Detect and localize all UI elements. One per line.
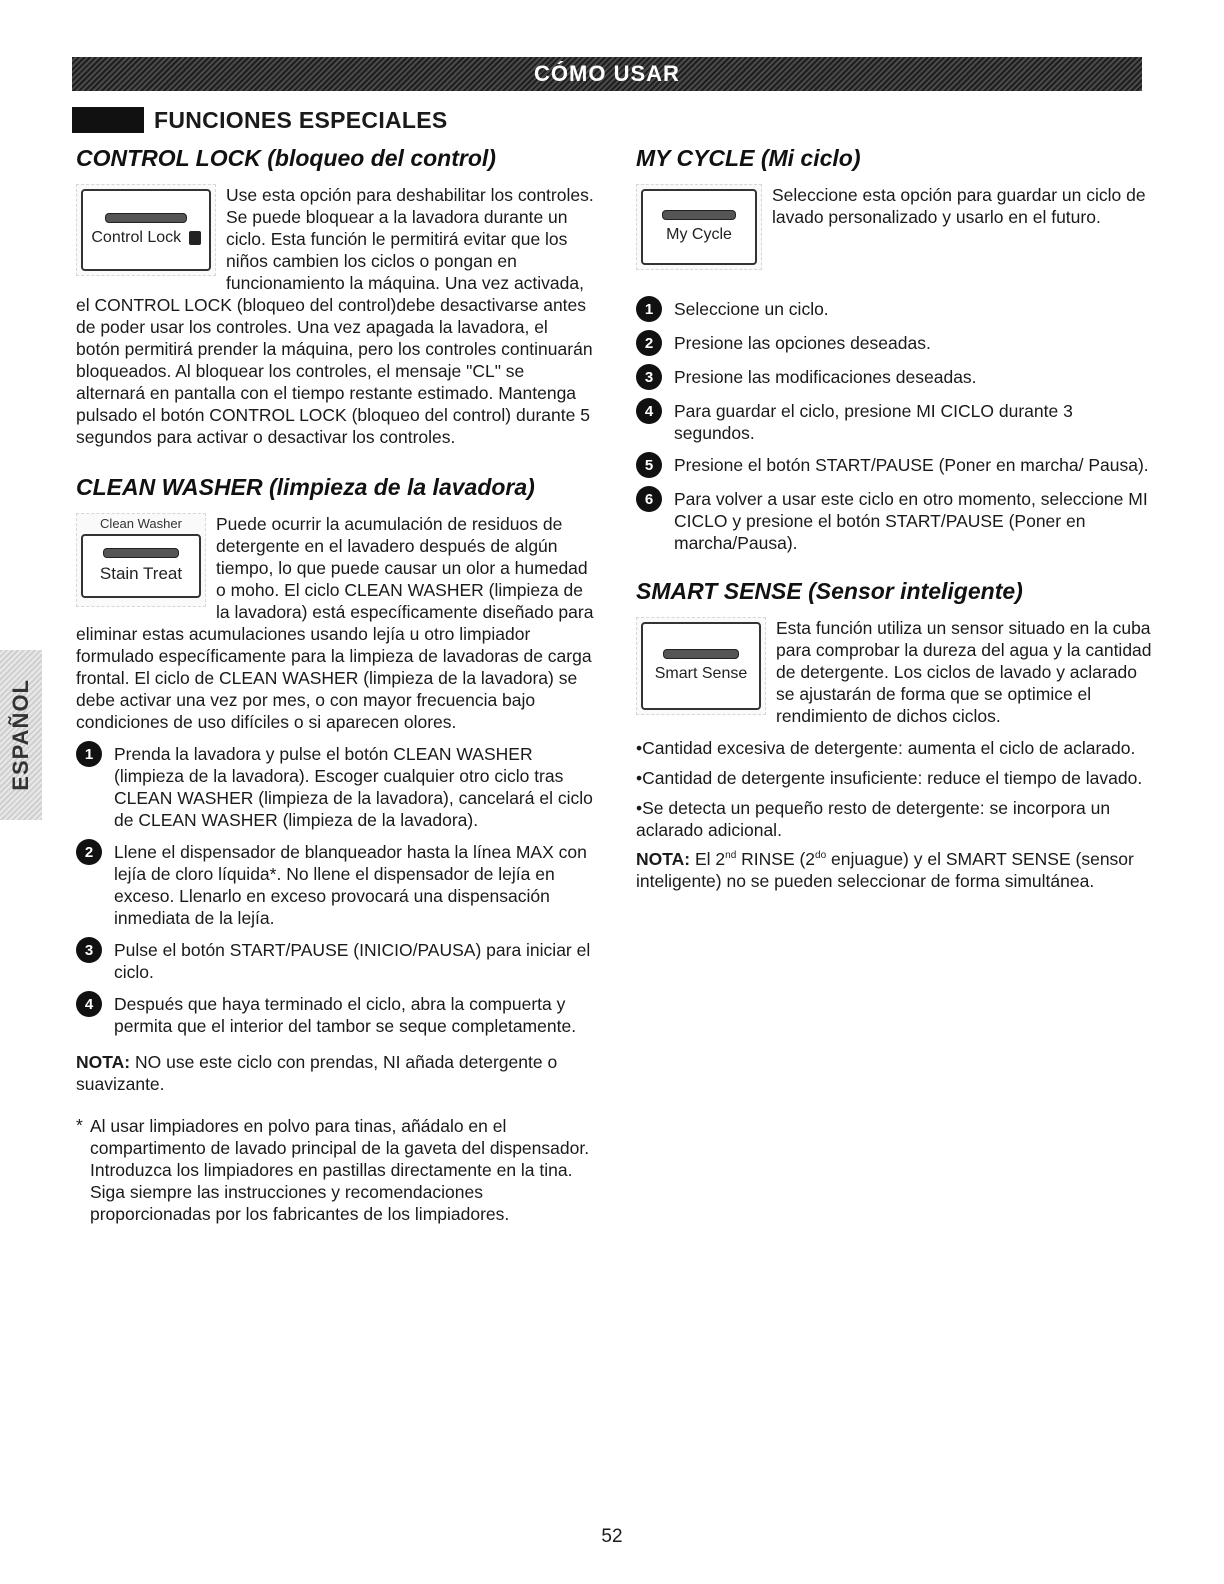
footnote bbox=[76, 1115, 596, 1225]
side-tab-label: ESPAÑOL bbox=[8, 679, 33, 791]
step-number: 4 bbox=[636, 398, 662, 424]
stain-treat-button-label: Stain Treat bbox=[99, 564, 183, 583]
step-number: 1 bbox=[636, 296, 662, 322]
clean-washer-steps bbox=[76, 743, 596, 1037]
footnote-text: Al usar limpiadores en polvo para tinas, añádalo en el compartimento de lavado principal de la gaveta del dispensador. Introduzca los limpiadores en pastillas directamente en la tina. Siga siempre las instrucciones y recomendaciones proporcionadas por los fabricantes de los limpiadores. bbox=[90, 1116, 590, 1224]
lock-icon bbox=[189, 231, 201, 245]
footnote-marker: * bbox=[76, 1115, 83, 1135]
control-lock-panel-image bbox=[76, 184, 216, 276]
step-text: Presione las opciones deseadas. bbox=[674, 333, 931, 353]
list-item: •Cantidad excesiva de detergente: aumenta el ciclo de aclarado. bbox=[636, 738, 1136, 758]
list-item bbox=[76, 993, 596, 1037]
smart-sense-title: SMART SENSE (Sensor inteligente) bbox=[636, 578, 1023, 604]
list-item: •Se detecta un pequeño resto de detergente: se incorpora un aclarado adicional. bbox=[636, 798, 1111, 840]
my-cycle-section bbox=[636, 184, 1156, 284]
list-item bbox=[636, 400, 1156, 444]
my-cycle-steps bbox=[636, 298, 1156, 554]
control-lock-section bbox=[76, 184, 596, 448]
control-lock-button-label: Control Lock bbox=[91, 229, 200, 247]
section-marker bbox=[72, 107, 144, 133]
control-lock-text: Use esta opción para deshabilitar los controles. Se puede bloquear a la lavadora durante un ciclo. Esta función le permitirá evitar que los niños cambien los ciclos o pongan en funcionamiento la máquina. Una vez activada, el CONTROL LOCK (bloqueo del control)debe desactivarse antes de poder usar los controles. Una vez apagada la lavadora, el botón permitirá prender la máquina, pero los controles continuarán bloqueados. Al bloquear los controles, el mensaje "CL" se alternará en pantalla con el tiempo restante estimado. Mantenga pulsado el botón CONTROL LOCK (bloqueo del control) durante 5 segundos para activar o desactivar los controles. bbox=[76, 185, 594, 447]
list-item bbox=[76, 939, 596, 983]
list-item bbox=[636, 332, 1156, 356]
step-text: Seleccione un ciclo. bbox=[674, 299, 829, 319]
my-cycle-title: MY CYCLE (Mi ciclo) bbox=[636, 145, 861, 171]
header-banner bbox=[72, 57, 1142, 91]
smart-sense-note bbox=[636, 845, 1156, 892]
smart-sense-bullets bbox=[636, 737, 1156, 841]
step-text: Para volver a usar este ciclo en otro momento, seleccione MI CICLO y presione el botón START/PAUSE (Poner en marcha/Pausa). bbox=[674, 489, 1148, 553]
right-column bbox=[636, 145, 1156, 892]
note-label: NOTA: bbox=[76, 1052, 131, 1072]
note-label: NOTA: bbox=[636, 848, 691, 869]
step-number: 2 bbox=[636, 330, 662, 356]
note-text: enjuague) y el SMART SENSE (sensor inteligente) no se pueden seleccionar de forma simultánea. bbox=[636, 848, 1134, 891]
step-number: 1 bbox=[76, 741, 102, 767]
left-column bbox=[76, 145, 596, 1225]
control-lock-title: CONTROL LOCK (bloqueo del control) bbox=[76, 145, 496, 171]
indicator-bar bbox=[662, 210, 736, 220]
step-text: Presione el botón START/PAUSE (Poner en marcha/ Pausa). bbox=[674, 455, 1149, 475]
step-text: Prenda la lavadora y pulse el botón CLEAN WASHER (limpieza de la lavadora). Escoger cualquier otro ciclo tras CLEAN WASHER (limpieza de la lavadora), cancelará el ciclo de CLEAN WASHER (limpieza de la lavadora). bbox=[114, 744, 593, 830]
indicator-bar bbox=[105, 213, 188, 223]
step-text: Para guardar el ciclo, presione MI CICLO durante 3 segundos. bbox=[674, 401, 1073, 443]
my-cycle-button-label: My Cycle bbox=[666, 226, 732, 243]
list-item bbox=[636, 366, 1156, 390]
list-item bbox=[76, 743, 596, 831]
step-text: Presione las modificaciones deseadas. bbox=[674, 367, 977, 387]
indicator-bar bbox=[663, 649, 739, 659]
clean-washer-note bbox=[76, 1051, 596, 1095]
step-number: 2 bbox=[76, 839, 102, 865]
step-number: 6 bbox=[636, 486, 662, 512]
smart-sense-button-label: Smart Sense bbox=[654, 665, 748, 682]
superscript: do bbox=[815, 850, 827, 861]
clean-washer-title: CLEAN WASHER (limpieza de la lavadora) bbox=[76, 474, 535, 500]
page-number: 52 bbox=[601, 1526, 623, 1547]
banner-title: CÓMO USAR bbox=[534, 61, 680, 86]
clean-washer-top-label: Clean Washer bbox=[100, 516, 182, 531]
note-text: El 2 bbox=[690, 848, 726, 869]
superscript: nd bbox=[725, 850, 737, 861]
my-cycle-panel-image bbox=[636, 184, 762, 270]
section-title: FUNCIONES ESPECIALES bbox=[154, 106, 448, 133]
step-number: 3 bbox=[76, 937, 102, 963]
step-text: Llene el dispensador de blanqueador hasta la línea MAX con lejía de cloro líquida*. No llene el dispensador de lejía en exceso. Llenarlo en exceso provocará una dispensación inmediata de la lejía. bbox=[114, 842, 587, 928]
smart-sense-text: Esta función utiliza un sensor situado en la cuba para comprobar la dureza del agua y la cantidad de detergente. Los ciclos de lavado y aclarado se ajustarán de forma que se optimice el rendimiento de dichos ciclos. bbox=[776, 618, 1152, 726]
indicator-bar bbox=[103, 548, 179, 558]
step-number: 4 bbox=[76, 991, 102, 1017]
step-number: 3 bbox=[636, 364, 662, 390]
list-item bbox=[636, 298, 1156, 322]
clean-washer-panel-image bbox=[76, 513, 206, 607]
step-text: Pulse el botón START/PAUSE (INICIO/PAUSA) para iniciar el ciclo. bbox=[114, 940, 591, 982]
note-text: RINSE (2 bbox=[736, 848, 816, 869]
step-text: Después que haya terminado el ciclo, abra la compuerta y permita que el interior del tambor se seque completamente. bbox=[114, 994, 577, 1036]
note-text: NO use este ciclo con prendas, NI añada detergente o suavizante. bbox=[76, 1052, 558, 1094]
section-header bbox=[72, 106, 448, 134]
my-cycle-text: Seleccione esta opción para guardar un ciclo de lavado personalizado y usarlo en el futuro. bbox=[772, 185, 1146, 227]
list-item: •Cantidad de detergente insuficiente: reduce el tiempo de lavado. bbox=[636, 768, 1143, 788]
clean-washer-section bbox=[76, 513, 596, 733]
list-item bbox=[76, 841, 596, 929]
list-item bbox=[636, 454, 1156, 478]
smart-sense-section bbox=[636, 617, 1156, 727]
language-side-tab bbox=[0, 650, 42, 820]
clean-washer-text: Puede ocurrir la acumulación de residuos de detergente en el lavadero después de algún tiempo, lo que puede causar un olor a humedad o moho. El ciclo CLEAN WASHER (limpieza de la lavadora) está específicamente diseñado para eliminar estas acumulaciones usando lejía u otro limpiador formulado específicamente para la limpieza de lavadoras de carga frontal. El ciclo de CLEAN WASHER (limpieza de la lavadora) se debe activar una vez por mes, o con mayor frecuencia bajo condiciones de uso difíciles o si aparecen olores. bbox=[76, 514, 594, 732]
step-number: 5 bbox=[636, 452, 662, 478]
list-item bbox=[636, 488, 1156, 554]
smart-sense-panel-image bbox=[636, 617, 766, 715]
